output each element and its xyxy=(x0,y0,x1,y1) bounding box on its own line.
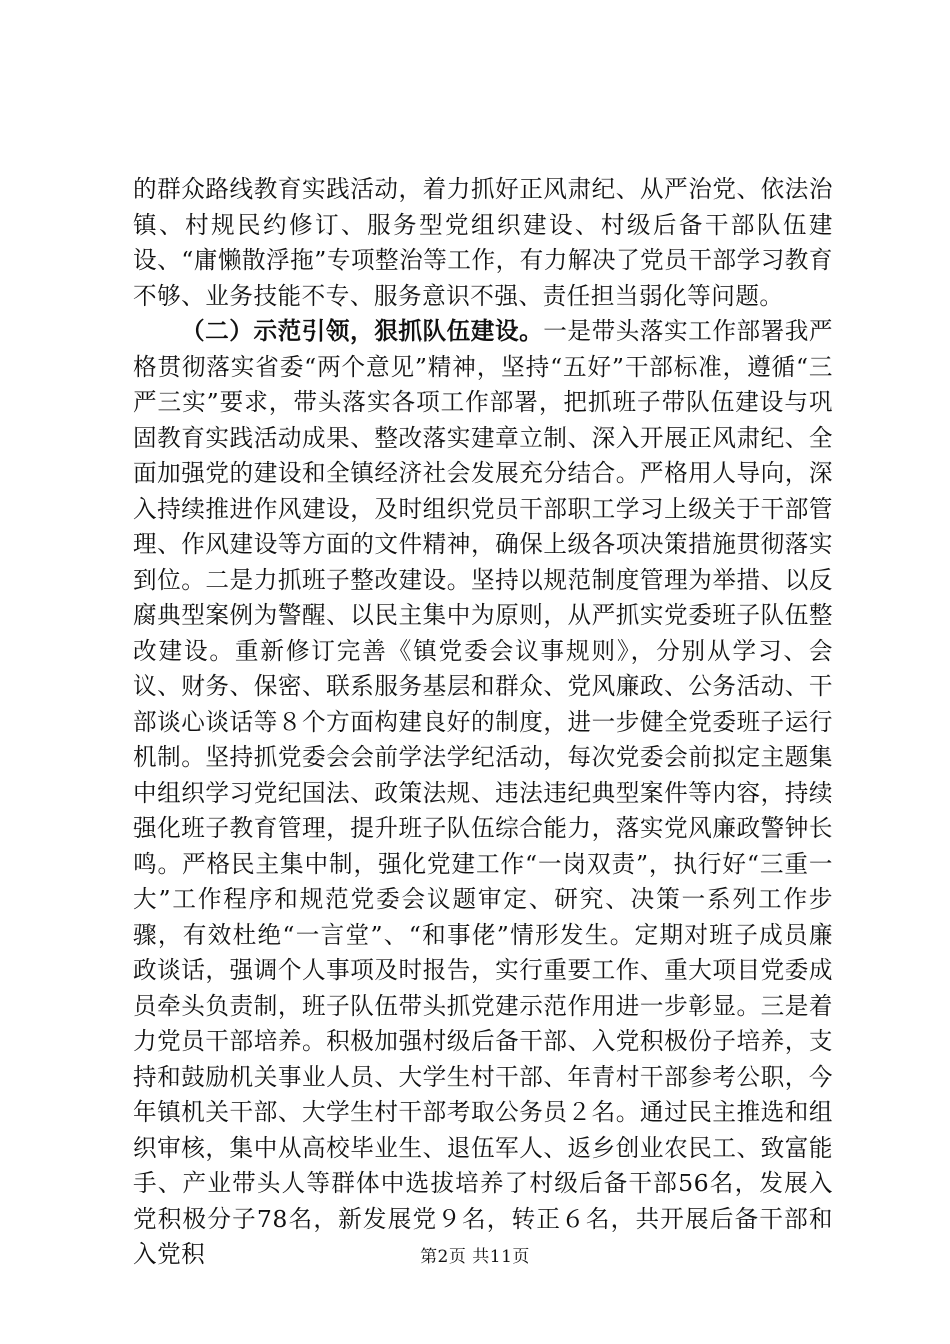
paragraph-text: 的群众路线教育实践活动，着力抓好正风肃纪、从严治党、依法治镇、村规民约修订、服务型党组织建设、村级后备干部队伍建设、“庸懒散浮拖”专项整治等工作，有力解决了党员干部学习教育不够、业务技能不专、服务意识不强、责任担当弱化等问题。 xyxy=(133,175,833,310)
paragraph-team-building xyxy=(133,314,833,1273)
document-body xyxy=(133,172,833,1273)
page-number: 第2页 共11页 xyxy=(420,1247,530,1267)
section-heading: （二）示范引领，狠抓队伍建设。 xyxy=(181,317,544,345)
paragraph-text: 一是带头落实工作部署我严格贯彻落实省委“两个意见”精神，坚持“五好”干部标准，遵循“三严三实”要求，带头落实各项工作部署，把抓班子带队伍建设与巩固教育实践活动成果、整改落实建章立制、深入开展正风肃纪、全面加强党的建设和全镇经济社会发展充分结合。严格用人导向，深入持续推进作风建设，及时组织党员干部职工学习上级关于干部管理、作风建设等方面的文件精神，确保上级各项决策措施贯彻落实到位。二是力抓班子整改建设。坚持以规范制度管理为举措、以反腐典型案例为警醒、以民主集中为原则，从严抓实党委班子队伍整改建设。重新修订完善《镇党委会议事规则》，分别从学习、会议、财务、保密、联系服务基层和群众、党风廉政、公务活动、干部谈心谈话等８个方面构建良好的制度，进一步健全党委班子运行机制。坚持抓党委会会前学法学纪活动，每次党委会前拟定主题集中组织学习党纪国法、政策法规、违法违纪典型案件等内容，持续强化班子教育管理，提升班子队伍综合能力，落实党风廉政警钟长鸣。严格民主集中制，强化党建工作“一岗双责”，执行好“三重一大”工作程序和规范党委会议题审定、研究、决策一系列工作步骤，有效杜绝“一言堂”、“和事佬”情形发生。定期对班子成员廉政谈话，强调个人事项及时报告，实行重要工作、重大项目党委成员牵头负责制，班子队伍带头抓党建示范作用进一步彰显。三是着力党员干部培养。积极加强村级后备干部、入党积极份子培养，支持和鼓励机关事业人员、大学生村干部、年青村干部参考公职，今年镇机关干部、大学生村干部考取公务员２名。通过民主推选和组织审核，集中从高校毕业生、退伍军人、返乡创业农民工、致富能手、产业带头人等群体中选拔培养了村级后备干部56名，发展入党积极分子78名，新发展党９名，转正６名，共开展后备干部和入党积 xyxy=(133,317,834,1268)
paragraph-continued xyxy=(133,172,833,314)
